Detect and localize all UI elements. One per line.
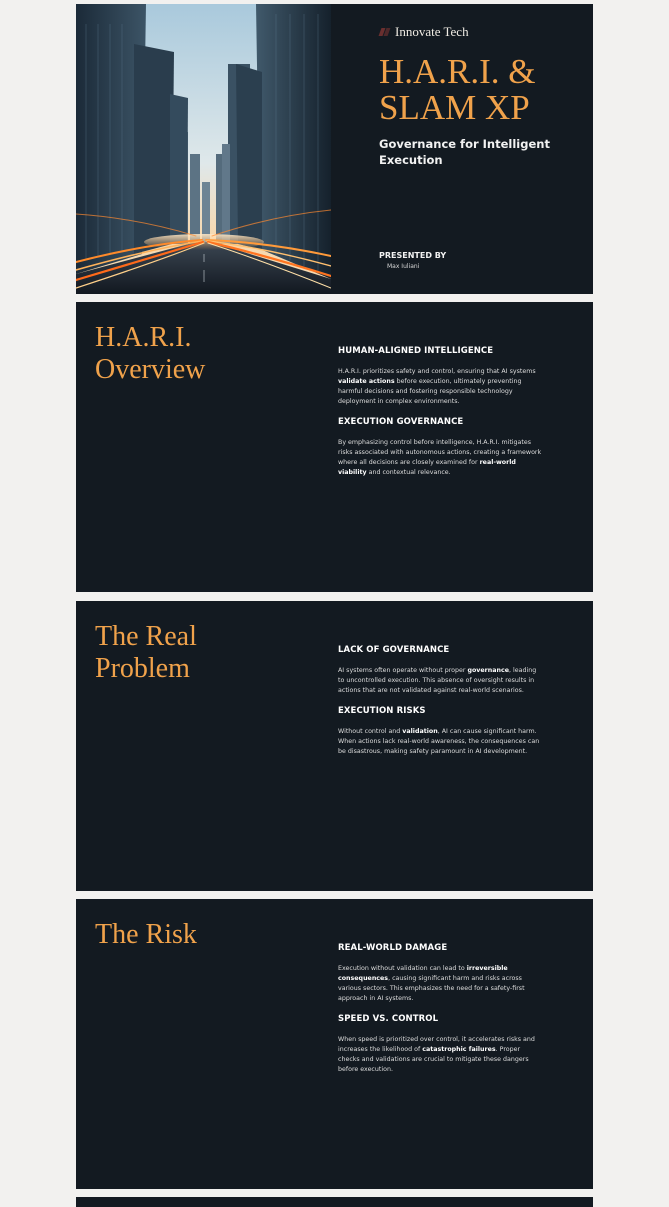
section-heading: HUMAN-ALIGNED INTELLIGENCE xyxy=(338,346,494,356)
city-street-photo xyxy=(76,4,331,294)
next-slide-edge xyxy=(76,1197,593,1207)
slide-hari-overview xyxy=(76,302,593,592)
presentation-subtitle: Governance for Intelligent Execution xyxy=(379,137,550,167)
slide-real-problem xyxy=(76,601,593,891)
section-heading: LACK OF GOVERNANCE xyxy=(338,645,450,655)
section-paragraph: Without control and validation, AI can cause significant harm. When actions lack real-world awareness, the consequences can be disastrous, making safety paramount in AI development. xyxy=(338,728,540,755)
slide-title: The Risk xyxy=(95,919,197,950)
section-heading: EXECUTION GOVERNANCE xyxy=(338,417,464,427)
slide-body xyxy=(338,943,543,1075)
slide-body xyxy=(338,346,543,478)
section-paragraph: When speed is prioritized over control, it accelerates risks and increases the likelihood of catastrophic failures. Proper checks and validations are crucial to mitigate these dangers before execution. xyxy=(338,1036,535,1073)
slide-body xyxy=(338,645,543,757)
section-heading: SPEED VS. CONTROL xyxy=(338,1014,439,1024)
brand-mark-icon xyxy=(379,28,391,36)
presented-by-label: PRESENTED BY xyxy=(379,251,447,260)
section-heading: EXECUTION RISKS xyxy=(338,706,426,716)
section-paragraph: AI systems often operate without proper governance, leading to uncontrolled execution. This absence of oversight results in actions that are not validated against real-world scenarios. xyxy=(338,667,537,694)
section-heading: REAL-WORLD DAMAGE xyxy=(338,943,448,953)
title-slide xyxy=(76,4,593,294)
brand-name: Innovate Tech xyxy=(395,24,469,39)
presentation-title: H.A.R.I. & SLAM XP xyxy=(379,52,536,127)
section-paragraph: H.A.R.I. prioritizes safety and control, ensuring that AI systems validate actions before execution, ultimately preventing harmful decisions and fostering responsible technology deployment in complex environments. xyxy=(338,368,536,405)
section-paragraph: By emphasizing control before intelligence, H.A.R.I. mitigates risks associated with autonomous actions, creating a framework where all decisions are closely examined for real-world viability and contextual relevance. xyxy=(338,439,542,476)
slide-the-risk xyxy=(76,899,593,1189)
slide-title: H.A.R.I. Overview xyxy=(95,322,206,385)
brand-logo xyxy=(379,24,469,40)
slide-title: The Real Problem xyxy=(95,621,197,684)
presenter-name: Max Iuliani xyxy=(387,263,420,270)
section-paragraph: Execution without validation can lead to irreversible consequences, causing significant harm and risks across various sectors. This emphasizes the need for a safety-first approach in AI systems. xyxy=(338,965,525,1002)
